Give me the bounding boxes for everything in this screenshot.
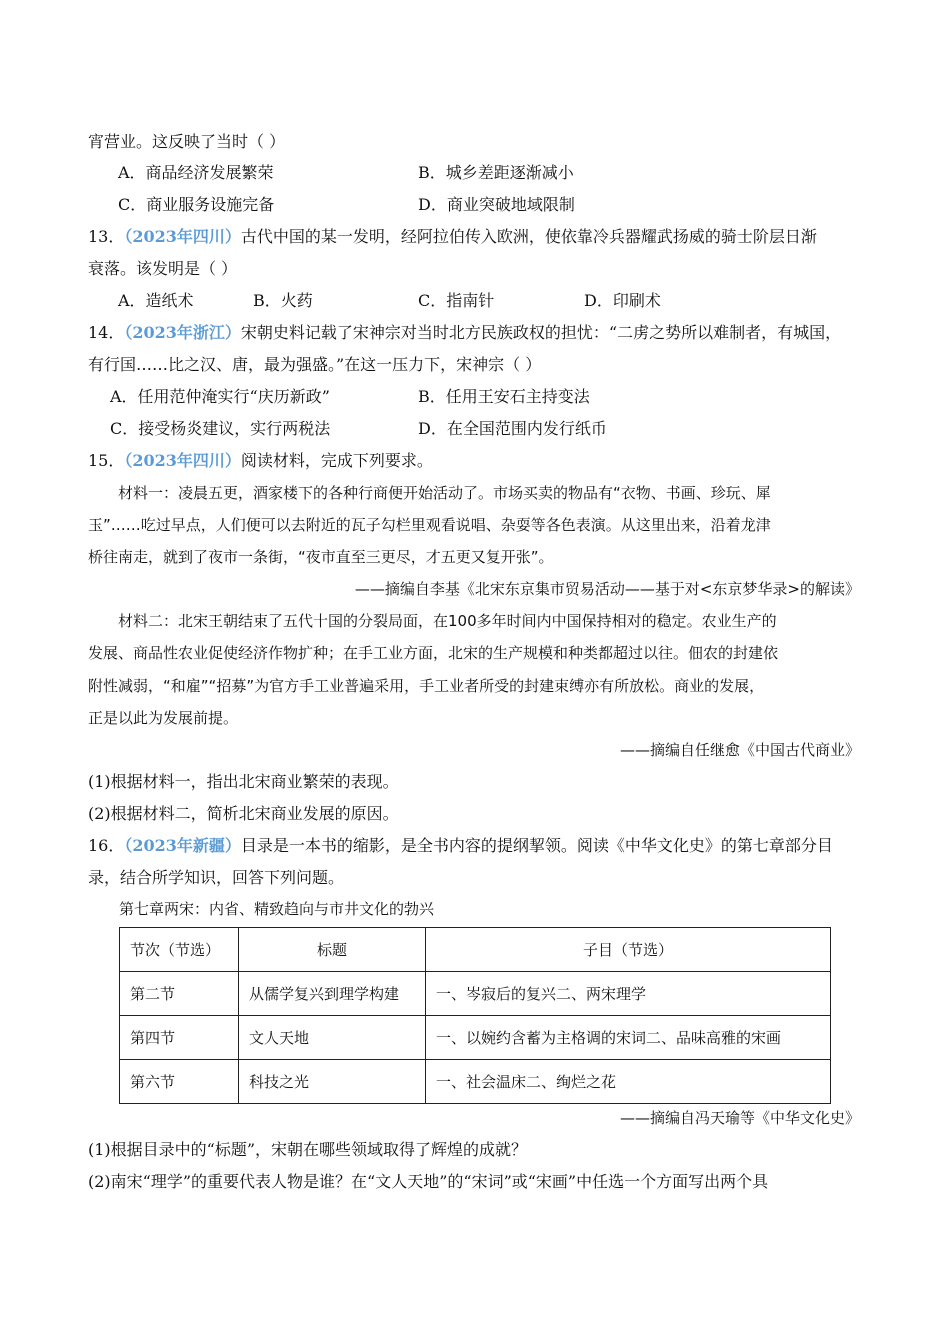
q13-stem1: 古代中国的某一发明，经阿拉伯传入欧洲，使依靠冷兵器耀武扬威的骑士阶层日渐 xyxy=(240,227,817,246)
q13-number: 13． xyxy=(88,227,125,246)
q13-source: （2023年四川） xyxy=(124,227,241,246)
q12-option-a: A．商品经济发展繁荣 xyxy=(118,163,274,182)
q15-material1-line3: 桥往南走，就到了夜市一条街，“夜市直至三更尽，才五更又复开张”。 xyxy=(88,548,554,566)
q14-number: 14． xyxy=(88,323,125,342)
q13-option-b: B．火药 xyxy=(253,291,313,310)
q16-stem-line2: 录，结合所学知识，回答下列问题。 xyxy=(88,868,345,887)
q12-option-c: C．商业服务设施完备 xyxy=(118,195,275,214)
q13-option-c: C．指南针 xyxy=(418,291,495,310)
toc-header-row xyxy=(120,928,831,972)
q14-option-b: B．任用王安石主持变法 xyxy=(418,387,590,406)
toc-header-subitems: 子目（节选） xyxy=(426,928,831,972)
table-row xyxy=(120,1060,831,1104)
toc-cell-title: 文人天地 xyxy=(239,1016,426,1060)
q15-stem-text: 阅读材料，完成下列要求。 xyxy=(240,451,433,470)
toc-cell-subitems: 一、岑寂后的复兴二、两宋理学 xyxy=(426,972,831,1016)
table-row xyxy=(120,1016,831,1060)
q15-material2-line3: 附性减弱，“和雇”“招募”为官方手工业普遍采用，手工业者所受的封建束缚亦有所放松。商业的发展， xyxy=(88,677,765,695)
q13-option-d: D．印刷术 xyxy=(584,291,661,310)
q15-material2-line4: 正是以此为发展前提。 xyxy=(88,709,239,727)
q16-question1: (1)根据目录中的“标题”，宋朝在哪些领域取得了辉煌的成就？ xyxy=(88,1140,528,1159)
q15-question2: (2)根据材料二，简析北宋商业发展的原因。 xyxy=(88,804,399,823)
q15-number: 15． xyxy=(88,451,125,470)
q15-material2-citation: ——摘编自任继愈《中国古代商业》 xyxy=(619,741,860,759)
q16-toc-table xyxy=(119,927,831,1104)
q16-chapter-title: 第七章两宋：内省、精致趋向与市井文化的勃兴 xyxy=(119,900,435,918)
toc-cell-subitems: 一、以婉约含蓄为主格调的宋词二、品味高雅的宋画 xyxy=(426,1016,831,1060)
q15-material2-line1: 材料二：北宋王朝结束了五代十国的分裂局面，在100多年时间内中国保持相对的稳定。农业生产的 xyxy=(118,612,777,630)
q14-stem1: 宋朝史料记载了宋神宗对当时北方民族政权的担忧：“二虏之势所以难制者，有城国， xyxy=(240,323,842,342)
q15-material1-line1: 材料一：凌晨五更，酒家楼下的各种行商便开始活动了。市场买卖的物品有“衣物、书画、珍玩、犀 xyxy=(118,484,771,502)
q16-stem1: 目录是一本书的缩影，是全书内容的提纲挈领。阅读《中华文化史》的第七章部分目 xyxy=(240,836,833,855)
q12-stem-tail: 宵营业。这反映了当时（ ） xyxy=(88,132,286,151)
q15-material2-line2: 发展、商品性农业促使经济作物扩种；在手工业方面，北宋的生产规模和种类都超过以往。佃农的封建依 xyxy=(88,644,779,662)
q15-source: （2023年四川） xyxy=(124,451,241,470)
toc-header-title: 标题 xyxy=(239,928,426,972)
q12-option-d: D．商业突破地域限制 xyxy=(418,195,575,214)
q16-citation: ——摘编自冯天瑜等《中华文化史》 xyxy=(619,1109,860,1127)
q16-source: （2023年新疆） xyxy=(124,836,241,855)
q16-stem-line1 xyxy=(88,836,833,856)
q14-stem-line1 xyxy=(88,323,841,343)
toc-cell-title: 科技之光 xyxy=(239,1060,426,1104)
q15-material1-line2: 玉”……吃过早点，人们便可以去附近的瓦子勾栏里观看说唱、杂耍等各色表演。从这里出来，沿着龙津 xyxy=(88,516,771,534)
q16-question2: (2)南宋“理学”的重要代表人物是谁？在“文人天地”的“宋词”或“宋画”中任选一个方面写出两个具 xyxy=(88,1172,769,1191)
table-row xyxy=(120,972,831,1016)
toc-cell-section: 第二节 xyxy=(120,972,239,1016)
toc-header-section: 节次（节选） xyxy=(120,928,239,972)
q13-stem-line1 xyxy=(88,227,817,247)
q14-option-d: D．在全国范围内发行纸币 xyxy=(418,419,607,438)
toc-cell-section: 第六节 xyxy=(120,1060,239,1104)
q14-stem-line2: 有行国……比之汉、唐，最为强盛。”在这一压力下，宋神宗（ ） xyxy=(88,355,542,374)
q14-option-c: C．接受杨炎建议，实行两税法 xyxy=(110,419,331,438)
toc-cell-subitems: 一、社会温床二、绚烂之花 xyxy=(426,1060,831,1104)
toc-cell-title: 从儒学复兴到理学构建 xyxy=(239,972,426,1016)
q15-stem xyxy=(88,451,433,471)
q12-option-b: B．城乡差距逐渐减小 xyxy=(418,163,574,182)
q14-source: （2023年浙江） xyxy=(124,323,241,342)
q14-option-a: A．任用范仲淹实行“庆历新政” xyxy=(110,387,330,406)
q15-question1: (1)根据材料一，指出北宋商业繁荣的表现。 xyxy=(88,772,399,791)
q13-option-a: A．造纸术 xyxy=(118,291,194,310)
q13-stem-line2: 衰落。该发明是（ ） xyxy=(88,259,238,278)
q15-material1-citation: ——摘编自李基《北宋东京集市贸易活动——基于对<东京梦华录>的解读》 xyxy=(354,580,860,598)
q16-number: 16． xyxy=(88,836,125,855)
toc-cell-section: 第四节 xyxy=(120,1016,239,1060)
